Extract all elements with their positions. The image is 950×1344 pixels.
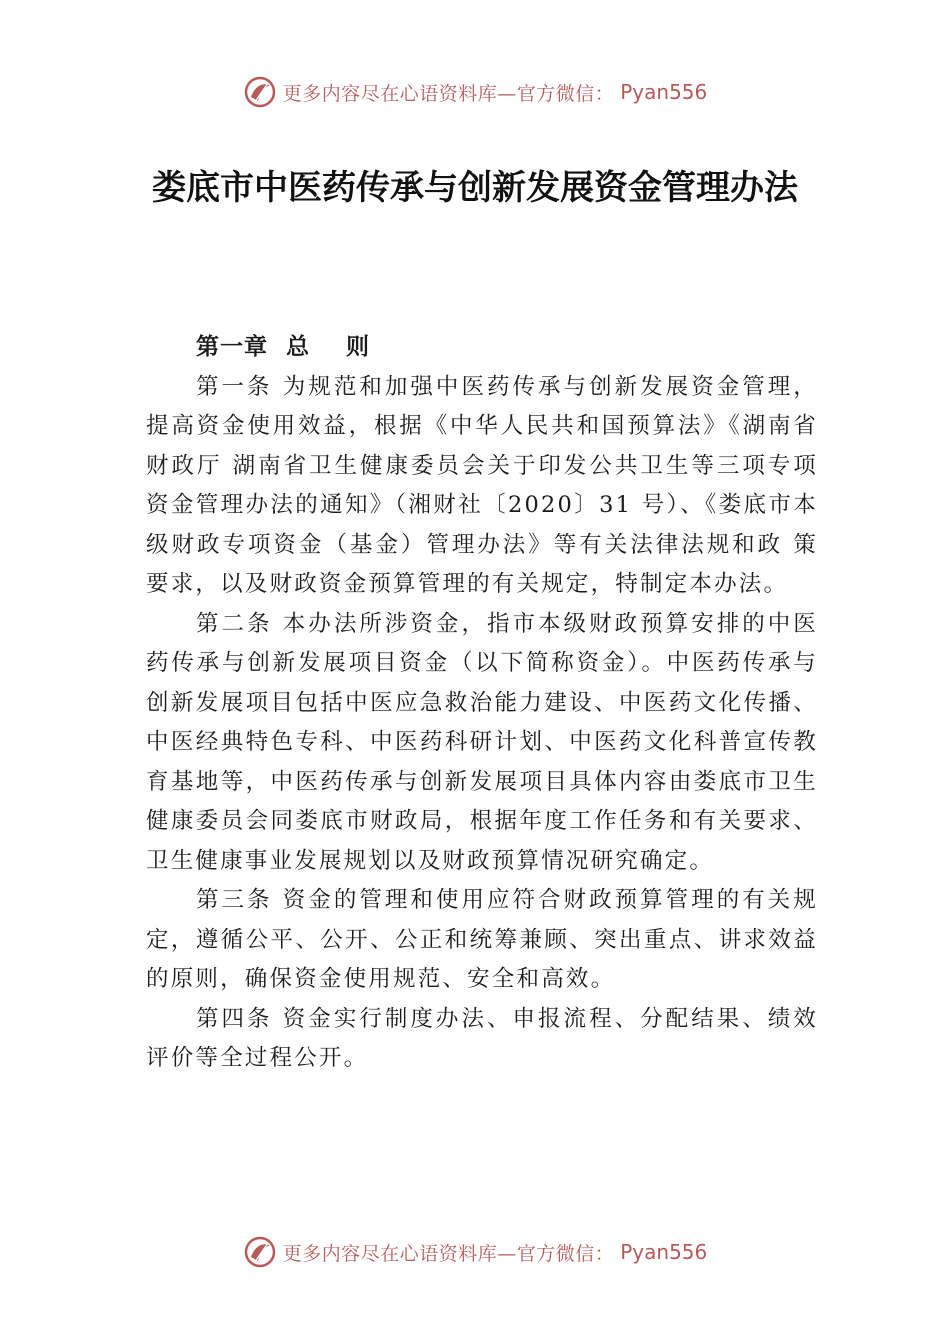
watermark-footer (0, 1234, 950, 1270)
watermark-header (0, 74, 950, 110)
article-1: 第一条 为规范和加强中医药传承与创新发展资金管理，提高资金使用效益，根据《中华人民共和国预算法》《湖南省财政厅 湖南省卫生健康委员会关于印发公共卫生等三项专项资金管理办法的通知》（湘财社〔2020〕31 号）、《娄底市本级财政专项资金（基金）管理办法》等有关法律法规和政 策要求，以及财政资金预算管理的有关规定，特制定本办法。 (146, 373, 818, 597)
chapter-heading: 第一章 总 则 (196, 334, 371, 360)
logo-icon (243, 75, 277, 109)
document-body (146, 328, 818, 1079)
document-title: 娄底市中医药传承与创新发展资金管理办法 (152, 168, 798, 208)
watermark-wechat-id: Pyan556 (620, 80, 708, 104)
watermark-text: 更多内容尽在心语资料库—官方微信： (282, 82, 615, 105)
watermark-wechat-id: Pyan556 (620, 1240, 708, 1264)
logo-icon (243, 1235, 277, 1269)
watermark-text: 更多内容尽在心语资料库—官方微信： (282, 1242, 615, 1265)
article-4: 第四条 资金实行制度办法、申报流程、分配结果、绩效评价等全过程公开。 (146, 1005, 818, 1071)
article-2: 第二条 本办法所涉资金，指市本级财政预算安排的中医药传承与创新发展项目资金（以下简称资金）。中医药传承与创新发展项目包括中医应急救治能力建设、中医药文化传播、中医经典特色专科、中医药科研计划、中医药文化科普宣传教育基地等，中医药传承与创新发展项目具体内容由娄底市卫生健康委员会同娄底市财政局，根据年度工作任务和有关要求、卫生健康事业发展规划以及财政预算情况研究确定。 (146, 610, 818, 874)
article-3: 第三条 资金的管理和使用应符合财政预算管理的有关规定，遵循公平、公开、公正和统筹兼顾、突出重点、讲求效益的原则，确保资金使用规范、安全和高效。 (146, 887, 818, 992)
